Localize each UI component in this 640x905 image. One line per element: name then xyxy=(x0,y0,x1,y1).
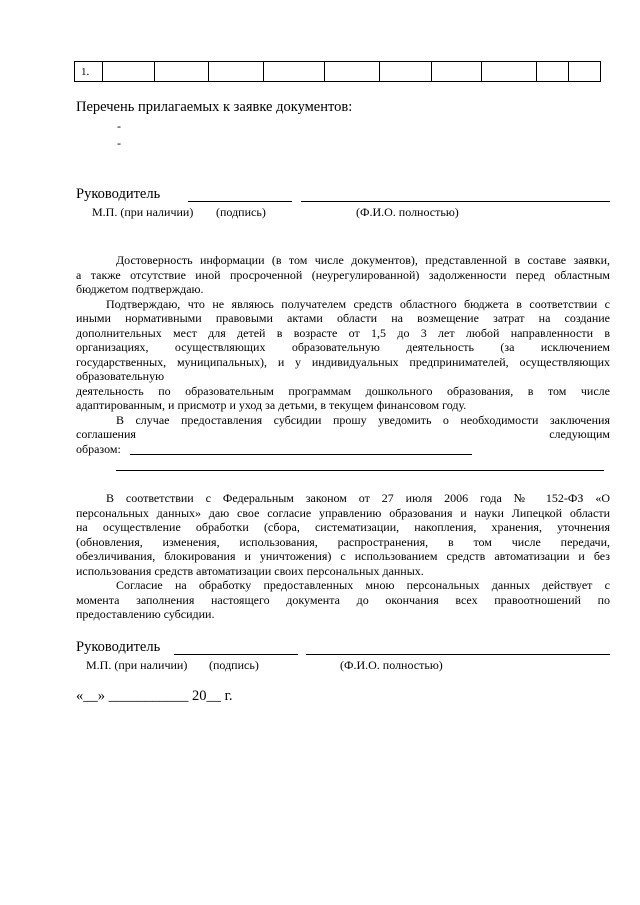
list-item: - xyxy=(117,119,121,133)
fio-line xyxy=(306,654,610,655)
table-cell xyxy=(264,62,325,82)
stamp-label: М.П. (при наличии) xyxy=(86,658,188,672)
text-line: (обновления, изменения, использования, распространения, в том числе передачи, xyxy=(76,534,610,549)
text-line: а также отсутствие иной просроченной (неурегулированной) задолженности перед областным xyxy=(76,267,610,282)
date-year: 20__ г. xyxy=(192,688,233,704)
text-line: Достоверность информации (в том числе документов), представленной в составе заявки, xyxy=(116,253,610,267)
text-line: иными нормативными правовыми актами области на возмещение затрат на создание xyxy=(76,311,610,325)
text-fragment: образом: xyxy=(76,441,121,456)
notification-line xyxy=(246,454,472,455)
text-line: государственных, муниципальных), и у индивидуальных предпринимателей, осуществляющих xyxy=(76,354,610,369)
stamp-label: М.П. (при наличии) xyxy=(92,205,194,219)
text-line: обезличивания, блокирования и уничтожения) с использованием средств автоматизации и без xyxy=(76,549,610,563)
list-item: - xyxy=(117,136,121,150)
table-cell xyxy=(380,62,432,82)
applicants-table xyxy=(74,61,601,82)
text-line: предоставлению субсидии. xyxy=(76,607,215,621)
text-line: использования средств автоматизации своих персональных данных. xyxy=(76,563,424,578)
text-line: бюджетом подтверждаю. xyxy=(76,282,204,296)
table-cell xyxy=(325,62,380,82)
signature-role: Руководитель xyxy=(76,639,161,655)
text-line: Согласие на обработку предоставленных мною персональных данных действует с xyxy=(116,578,610,592)
fio-label: (Ф.И.О. полностью) xyxy=(356,205,459,219)
table-cell xyxy=(103,62,155,82)
text-line: адаптированным, и присмотр и уход за детьми, в текущем финансовом году. xyxy=(76,398,467,412)
table-cell xyxy=(537,62,569,82)
text-line xyxy=(76,427,610,442)
text-line: В соответствии с Федеральным законом от 27 июля 2006 года № 152-ФЗ «О xyxy=(106,491,610,505)
sign-label: (подпись) xyxy=(216,205,266,219)
text-line: персональных данных» даю свое согласие управлению образования и науки Липецкой области xyxy=(76,505,610,520)
fio-line xyxy=(301,201,610,202)
text-fragment: соглашения xyxy=(76,427,136,441)
consent-text xyxy=(76,491,610,622)
notification-line xyxy=(116,470,604,471)
table-cell xyxy=(569,62,601,82)
notification-line xyxy=(130,454,248,455)
date-line xyxy=(76,688,233,705)
text-line: деятельность по образовательным программам дошкольного образования, в том числе xyxy=(76,383,610,398)
text-fragment: следующим xyxy=(549,427,610,441)
text-line: образовательную xyxy=(76,369,165,383)
docs-list-heading: Перечень прилагаемых к заявке документов: xyxy=(76,99,353,115)
table-cell: 1. xyxy=(75,62,103,82)
table-cell xyxy=(209,62,264,82)
text-line: момента заполнения настоящего документа до окончания всех правоотношений по xyxy=(76,592,610,607)
table-row xyxy=(75,62,601,82)
date-month: ___________ xyxy=(108,688,189,704)
table-cell xyxy=(482,62,537,82)
sign-label: (подпись) xyxy=(209,658,259,672)
signature-line xyxy=(174,654,298,655)
table-cell xyxy=(155,62,209,82)
text-line: на осуществление обработки (сбора, систематизации, накопления, хранения, уточнения xyxy=(76,520,610,534)
fio-label: (Ф.И.О. полностью) xyxy=(340,658,443,672)
text-line: дополнительных мест для детей в возрасте от 1,5 до 3 лет любой направленности в xyxy=(76,325,610,340)
signature-role: Руководитель xyxy=(76,186,161,202)
signature-line xyxy=(188,201,292,202)
date-day: «__» xyxy=(76,688,105,704)
confirmation-text xyxy=(76,253,610,456)
text-line xyxy=(76,442,610,457)
text-line: Подтверждаю, что не являюсь получателем средств областного бюджета в соответствии с xyxy=(106,296,610,311)
text-line: организациях, осуществляющих образовательную деятельность (за исключением xyxy=(76,340,610,354)
table-cell xyxy=(432,62,482,82)
text-line: В случае предоставления субсидии прошу уведомить о необходимости заключения xyxy=(116,412,610,427)
